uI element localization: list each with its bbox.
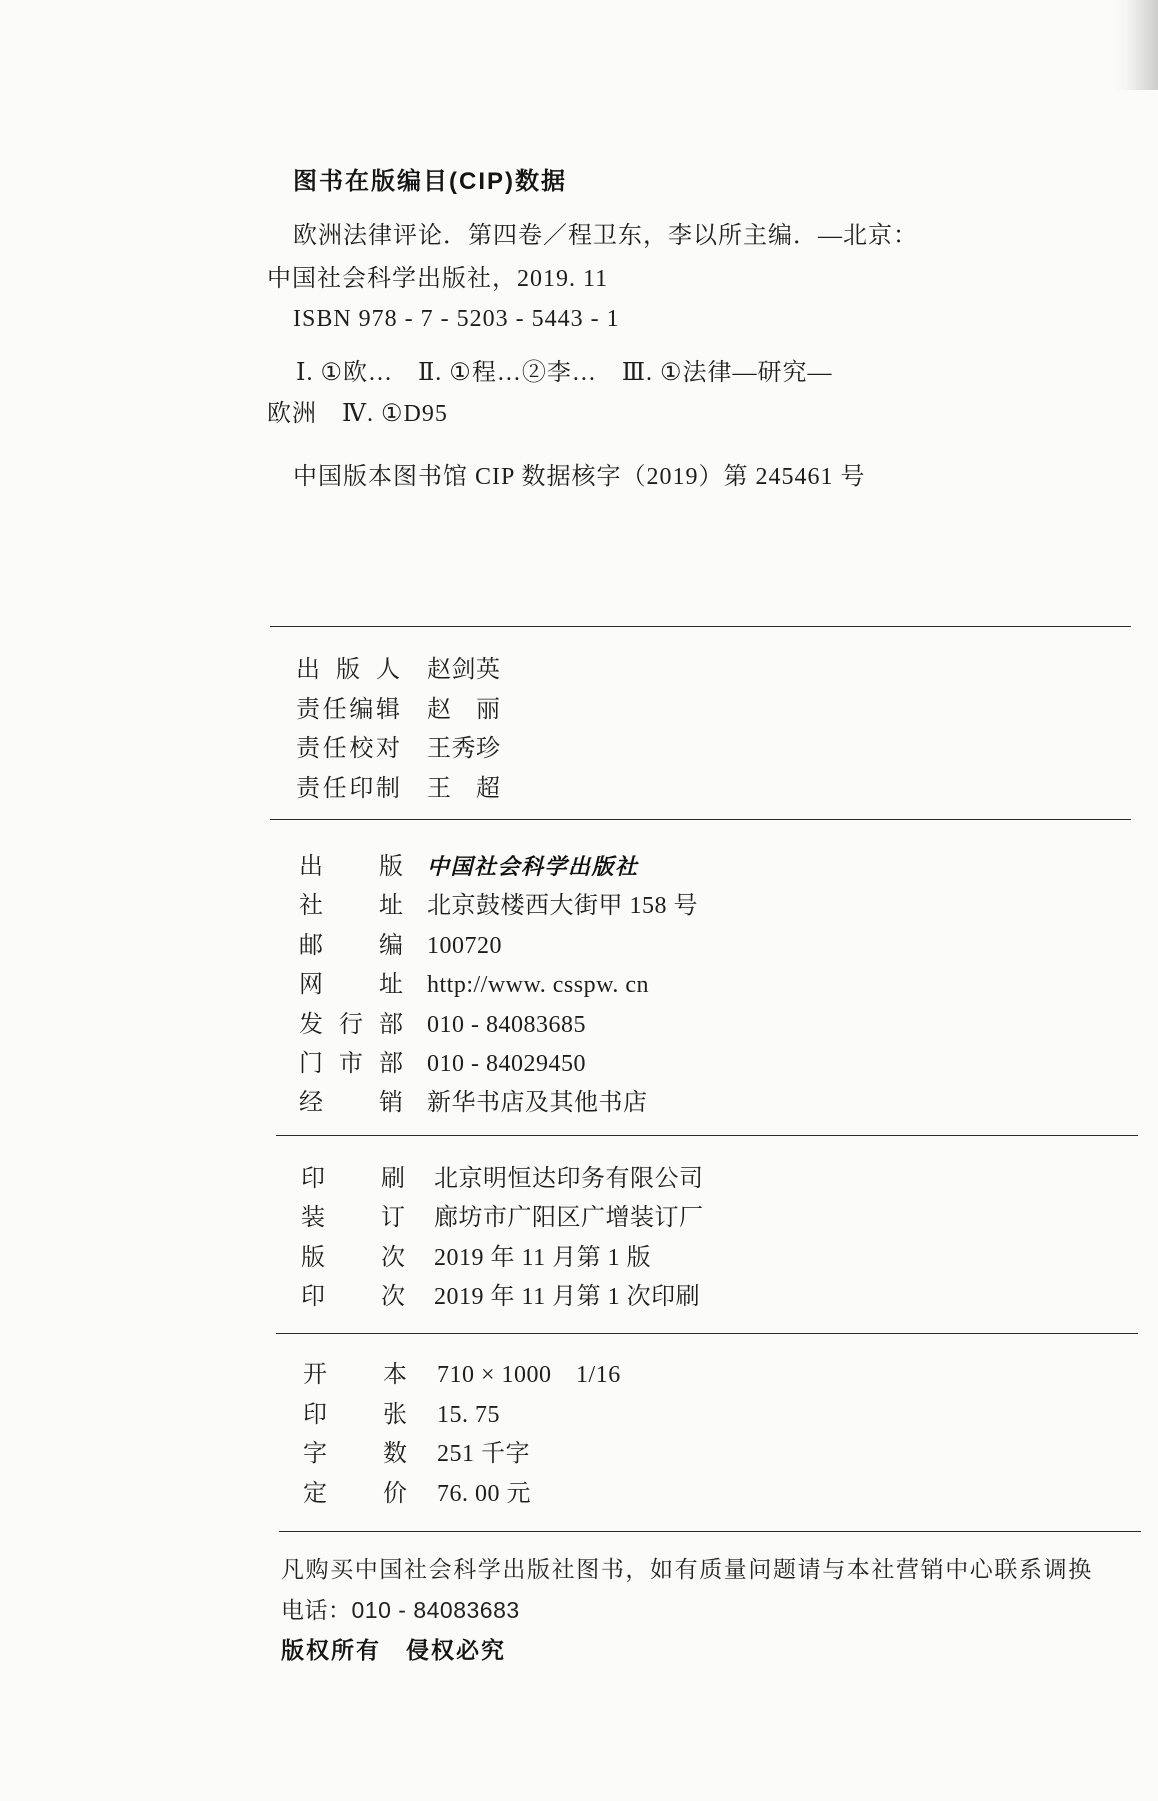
cip-publisher-line: 中国社会科学出版社，2019. 11 xyxy=(267,266,609,292)
spec-label: 字数 xyxy=(303,1441,407,1468)
divider xyxy=(279,1531,1141,1532)
specs-section xyxy=(303,1360,1063,1519)
credit-label: 责任编辑 xyxy=(296,696,400,723)
divider xyxy=(276,1135,1138,1136)
publisher-info-label: 社址 xyxy=(299,893,403,920)
spec-label: 定价 xyxy=(303,1481,407,1508)
credit-value: 王 超 xyxy=(427,775,501,802)
spec-value: 15. 75 xyxy=(437,1401,500,1428)
publisher-info-row xyxy=(299,1010,1059,1049)
credit-label: 责任校对 xyxy=(296,736,400,762)
website-url: http://www. csspw. cn xyxy=(427,972,650,999)
credit-value: 赵剑英 xyxy=(427,657,501,683)
spec-row xyxy=(303,1400,1063,1440)
credit-value: 赵 丽 xyxy=(427,696,501,723)
printing-label: 印刷 xyxy=(301,1166,405,1192)
copyright-notice: 版权所有 侵权必究 xyxy=(281,1637,506,1663)
cip-title-line: 欧洲法律评论．第四卷／程卫东，李以所主编．—北京： xyxy=(293,223,918,249)
distribution-phone: 010 - 84083685 xyxy=(427,1011,586,1038)
publisher-info-label: 发行部 xyxy=(299,1011,403,1038)
credit-row xyxy=(296,695,1056,735)
spec-value: 76. 00 元 xyxy=(437,1481,531,1508)
printing-section xyxy=(301,1164,1061,1321)
credit-row xyxy=(296,734,1056,774)
printing-row xyxy=(301,1164,1061,1203)
publisher-info-row xyxy=(299,970,1059,1009)
cip-verification-line: 中国版本图书馆 CIP 数据核字（2019）第 245461 号 xyxy=(293,464,866,490)
quality-notice: 凡购买中国社会科学出版社图书，如有质量问题请与本社营销中心联系调换 xyxy=(281,1556,1093,1582)
printing-value: 2019 年 11 月第 1 次印刷 xyxy=(434,1283,701,1310)
publisher-info-row xyxy=(299,852,1059,891)
divider xyxy=(270,819,1131,820)
spec-row xyxy=(303,1439,1063,1479)
divider xyxy=(276,1333,1138,1334)
cip-isbn-line: ISBN 978 - 7 - 5203 - 5443 - 1 xyxy=(293,306,620,332)
divider xyxy=(270,626,1131,627)
publisher-info-row xyxy=(299,1088,1059,1127)
credit-row xyxy=(296,655,1056,695)
publisher-logo: 中国社会科学出版社 xyxy=(427,854,639,879)
printing-label: 印次 xyxy=(301,1283,405,1310)
spec-label: 开本 xyxy=(303,1362,407,1388)
printing-value: 廊坊市广阳区广增装订厂 xyxy=(434,1205,704,1232)
printing-value: 北京明恒达印务有限公司 xyxy=(434,1166,704,1192)
distributor: 新华书店及其他书店 xyxy=(427,1090,648,1117)
publisher-info-label: 邮编 xyxy=(299,932,403,959)
cip-subject-line: Ⅰ. ①欧… Ⅱ. ①程…②李… Ⅲ. ①法律—研究— xyxy=(296,360,833,386)
printing-row xyxy=(301,1243,1061,1282)
retail-phone: 010 - 84029450 xyxy=(427,1050,586,1077)
publisher-info-row xyxy=(299,1049,1059,1088)
credit-value: 王秀珍 xyxy=(427,736,501,762)
scan-shadow xyxy=(1114,0,1158,90)
credit-label: 出版人 xyxy=(296,657,400,683)
spec-row xyxy=(303,1479,1063,1519)
spec-label: 印张 xyxy=(303,1401,407,1428)
publisher-info-label: 网址 xyxy=(299,972,403,999)
credits-section xyxy=(296,655,1056,813)
publisher-info-section xyxy=(299,852,1059,1128)
spec-row xyxy=(303,1360,1063,1400)
publisher-info-label: 出版 xyxy=(299,854,403,880)
cip-subject-line-continued: 欧洲 Ⅳ. ①D95 xyxy=(267,401,448,427)
spec-value: 710 × 1000 1/16 xyxy=(437,1362,621,1388)
printing-label: 版次 xyxy=(301,1244,405,1271)
printing-row xyxy=(301,1203,1061,1242)
postal-code: 100720 xyxy=(427,932,502,959)
publisher-info-row xyxy=(299,931,1059,970)
publisher-address: 北京鼓楼西大街甲 158 号 xyxy=(427,893,698,920)
publisher-info-label: 经销 xyxy=(299,1090,403,1117)
printing-value: 2019 年 11 月第 1 版 xyxy=(434,1244,652,1271)
printing-row xyxy=(301,1282,1061,1321)
printing-label: 装订 xyxy=(301,1205,405,1232)
credit-label: 责任印制 xyxy=(296,775,400,802)
cip-heading: 图书在版编目(CIP)数据 xyxy=(293,168,567,195)
spec-value: 251 千字 xyxy=(437,1441,530,1468)
publisher-info-row xyxy=(299,891,1059,930)
credit-row xyxy=(296,774,1056,814)
publisher-info-label: 门市部 xyxy=(299,1050,403,1077)
service-phone: 电话：010 - 84083683 xyxy=(281,1597,520,1623)
